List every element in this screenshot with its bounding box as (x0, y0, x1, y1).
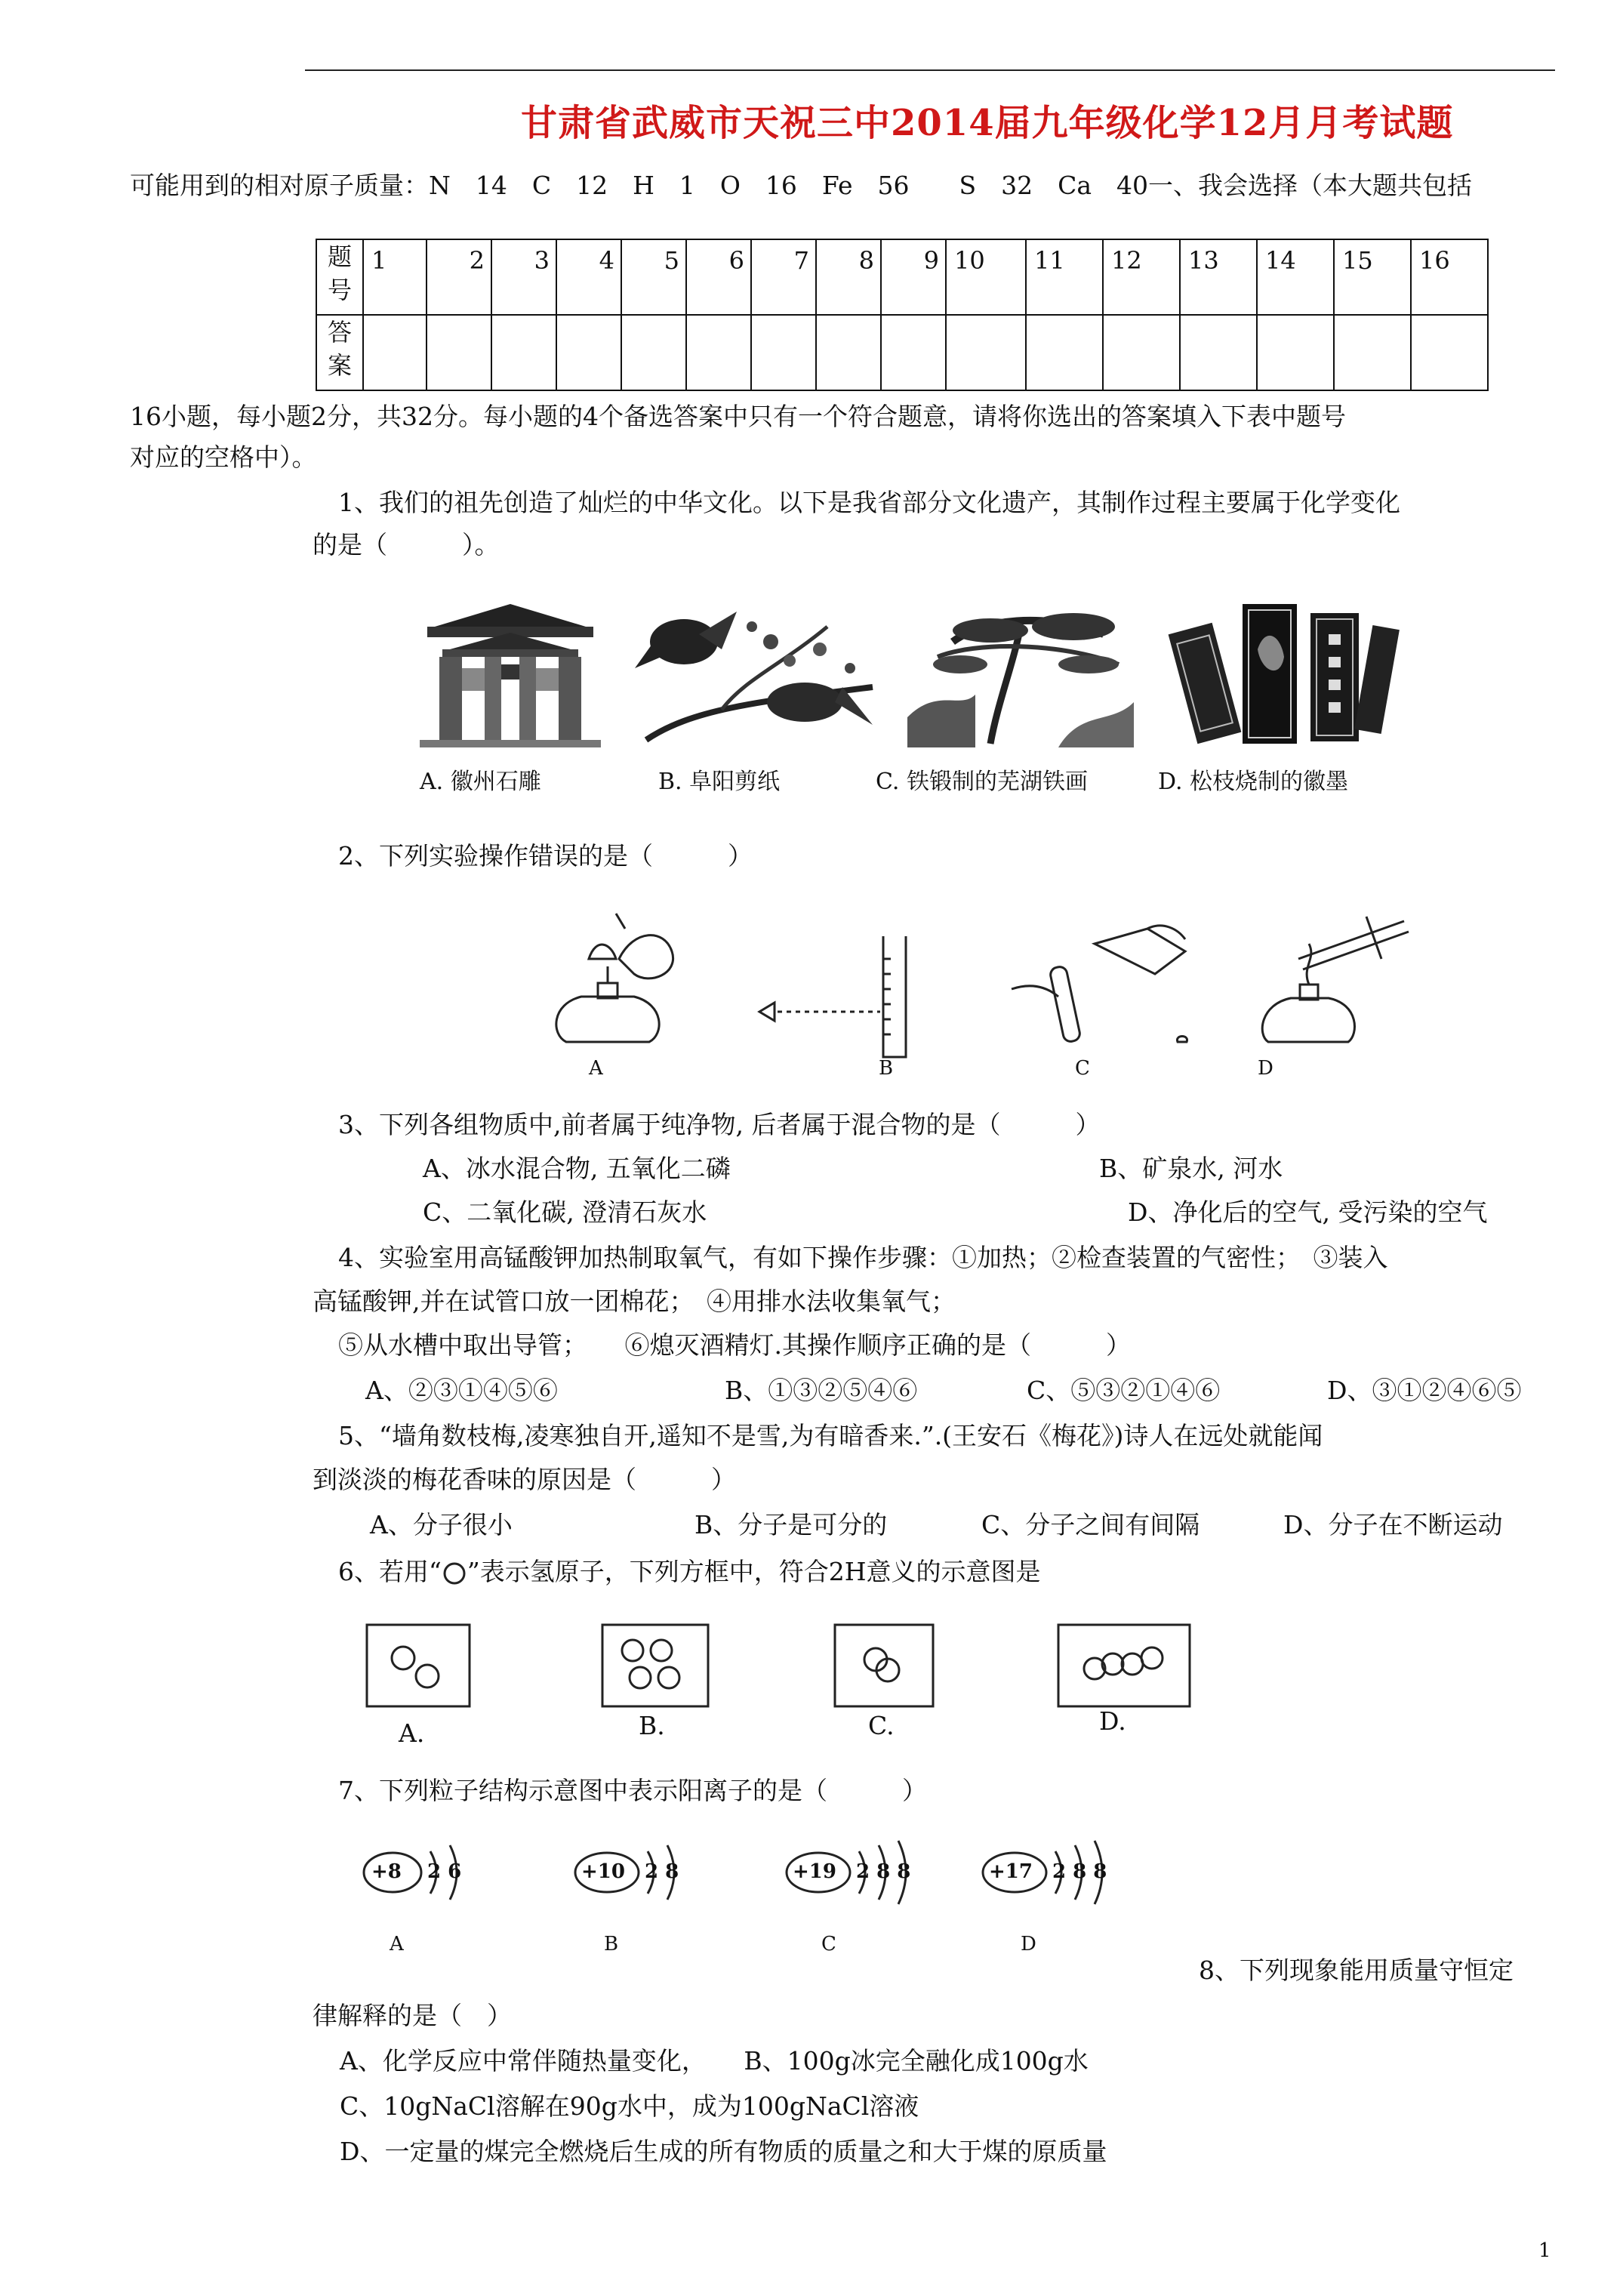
answer-table-answer-row (316, 315, 1488, 390)
q2-stem: 2、下列实验操作错误的是（ ） (338, 841, 753, 871)
q8-options-a-b: A、化学反应中常伴随热量变化， B、100g冰完全融化成100g水 (340, 2046, 1089, 2076)
nucleus-charge: +10 (581, 1860, 625, 1883)
q1-stem-line-1: 1、我们的祖先创造了灿烂的中华文化。以下是我省部分文化遗产，其制作过程主要属于化学变化 (338, 488, 1400, 517)
table-cell (946, 239, 1026, 315)
question-number: 7 (793, 246, 809, 275)
q4-line-1: 4、实验室用高锰酸钾加热制取氧气，有如下操作步骤：①加热；②检查装置的气密性； ③装入 (338, 1243, 1388, 1272)
answer-cell[interactable] (1257, 315, 1334, 390)
nucleus-charge: +19 (793, 1860, 836, 1883)
q4-option-a: A、②③①④⑤⑥ (365, 1376, 558, 1405)
q7-option-d-label: D (1021, 1933, 1036, 1955)
answer-cell[interactable] (1026, 315, 1103, 390)
answer-cell[interactable] (427, 315, 491, 390)
q4-option-c: C、⑤③②①④⑥ (1027, 1376, 1221, 1405)
answer-cell[interactable] (1180, 315, 1257, 390)
answer-cell[interactable] (751, 315, 816, 390)
row-label-char: 题 (327, 242, 352, 271)
q6-option-b-label: B. (639, 1711, 665, 1740)
reading-graduated-cylinder-image (755, 936, 936, 1057)
q3-option-b: B、矿泉水, 河水 (1099, 1154, 1283, 1183)
nucleus-charge: +17 (989, 1860, 1033, 1883)
question-number: 8 (858, 246, 874, 275)
table-cell (1334, 239, 1411, 315)
instructions-line-2: 对应的空格中）。 (130, 442, 317, 472)
page-number: 1 (1538, 2239, 1551, 2262)
table-cell (1180, 239, 1257, 315)
question-number: 16 (1419, 246, 1450, 275)
q7-stem: 7、下列粒子结构示意图中表示阳离子的是（ ） (338, 1776, 927, 1805)
q5-option-b: B、分子是可分的 (694, 1510, 888, 1539)
q6-option-a-label: A. (399, 1718, 425, 1748)
answer-cell[interactable] (1103, 315, 1180, 390)
answer-cell[interactable] (491, 315, 556, 390)
question-number: 10 (954, 246, 985, 275)
q1-option-c-caption: C. 铁锻制的芜湖铁画 (876, 769, 1088, 795)
pouring-liquid-test-tube-image (1012, 921, 1193, 1049)
question-number: 14 (1265, 246, 1296, 275)
q5-option-a: A、分子很小 (370, 1510, 513, 1539)
q7-option-a-label: A (390, 1933, 404, 1955)
table-cell (1103, 239, 1180, 315)
q5-line-2: 到淡淡的梅花香味的原因是（ ） (313, 1465, 736, 1494)
q7-structure-a (358, 1835, 509, 1910)
answer-cell[interactable] (363, 315, 427, 390)
table-cell (686, 239, 751, 315)
q8-option-c: C、10gNaCl溶解在90g水中，成为100gNaCl溶液 (340, 2091, 919, 2121)
q6-stem-start: 6、若用“ (338, 1557, 442, 1586)
ink-sticks-image (1175, 596, 1394, 747)
q1-option-b-caption: B. 阜阳剪纸 (658, 769, 781, 795)
q2-option-a-label: A (589, 1057, 603, 1080)
answer-table (316, 239, 1489, 391)
q3-stem: 3、下列各组物质中,前者属于纯净物, 后者属于混合物的是（ ） (338, 1110, 1101, 1139)
question-number: 2 (469, 246, 485, 275)
q8-option-d: D、一定量的煤完全燃烧后生成的所有物质的质量之和大于煤的原质量 (340, 2137, 1107, 2166)
question-number: 13 (1188, 246, 1219, 275)
iron-painting-pine-image (907, 596, 1134, 747)
row-label-char: 号 (327, 276, 352, 304)
q7-option-c-label: C (821, 1933, 836, 1955)
table-cell (1257, 239, 1334, 315)
table-cell (491, 239, 556, 315)
table-cell (816, 239, 881, 315)
q2-option-b-label: B (879, 1057, 894, 1080)
q6-option-c-label: C. (868, 1711, 895, 1740)
answer-cell[interactable] (946, 315, 1026, 390)
row-label-answer (316, 315, 363, 390)
answer-cell[interactable] (556, 315, 621, 390)
row-label-char: 答 (327, 318, 352, 347)
nucleus-charge: +8 (371, 1860, 402, 1883)
electron-shells: 2 8 8 (1052, 1860, 1107, 1883)
answer-cell[interactable] (1411, 315, 1488, 390)
q7-structure-b (569, 1835, 720, 1910)
q4-option-b: B、①③②⑤④⑥ (725, 1376, 918, 1405)
electron-shells: 2 8 (645, 1860, 679, 1883)
question-number: 11 (1034, 246, 1065, 275)
q1-option-a-caption: A. 徽州石雕 (420, 769, 541, 795)
electron-shells: 2 6 (427, 1860, 462, 1883)
table-cell (556, 239, 621, 315)
top-rule (305, 69, 1555, 71)
q6-option-d-label: D. (1099, 1706, 1126, 1736)
atomic-masses-line: 可能用到的相对原子质量：N 14 C 12 H 1 O 16 Fe 56 S 32 Ca 40一、我会选择（本大题共包括 (130, 171, 1473, 200)
question-number: 3 (534, 246, 550, 275)
paper-cutting-birds-image (631, 596, 880, 747)
table-cell (427, 239, 491, 315)
q4-line-3: ⑤从水槽中取出导管； ⑥熄灭酒精灯.其操作顺序正确的是（ ） (338, 1330, 1131, 1360)
answer-cell[interactable] (881, 315, 946, 390)
answer-cell[interactable] (816, 315, 881, 390)
q2-option-c-label: C (1075, 1057, 1090, 1080)
answer-table-number-row (316, 239, 1488, 315)
q6-box-b (601, 1623, 710, 1708)
page-title: 甘肃省武威市天祝三中2014届九年级化学12月月考试题 (521, 102, 1454, 144)
q8-line-1: 8、下列现象能用质量守恒定 (1199, 1955, 1514, 1985)
q7-structure-d (977, 1835, 1150, 1910)
instructions-line-1: 16小题，每小题2分，共32分。每小题的4个备选答案中只有一个符合题意，请将你选出的答案填入下表中题号 (130, 402, 1346, 431)
q6-box-c (833, 1623, 935, 1708)
electron-shells: 2 8 8 (856, 1860, 911, 1883)
q6-stem-end: ”表示氢原子，下列方框中，符合2H意义的示意图是 (467, 1557, 1041, 1586)
row-label-char: 案 (327, 351, 352, 380)
table-cell (881, 239, 946, 315)
hydrogen-atom-icon (442, 1561, 467, 1586)
q7-structure-c (781, 1835, 954, 1910)
table-cell (621, 239, 686, 315)
q3-option-c: C、二氧化碳, 澄清石灰水 (423, 1197, 707, 1227)
table-cell (1026, 239, 1103, 315)
q7-option-b-label: B (604, 1933, 619, 1955)
q1-stem-line-2: 的是（ ）。 (313, 530, 500, 559)
stone-carving-archway-image (420, 596, 601, 747)
question-number: 1 (371, 246, 387, 275)
q8-line-2: 律解释的是（ ） (313, 2001, 512, 2030)
question-number: 9 (923, 246, 939, 275)
q3-option-a: A、冰水混合物, 五氧化二磷 (423, 1154, 731, 1183)
q4-option-d: D、③①②④⑥⑤ (1327, 1376, 1522, 1405)
q5-line-1: 5、“墙角数枝梅,凌寒独自开,遥知不是雪,为有暗香来.”.(王安石《梅花》)诗人在远处就能闻 (338, 1421, 1323, 1450)
q6-box-a (365, 1623, 471, 1708)
row-label-question-number (316, 239, 363, 315)
q6-box-d (1057, 1623, 1191, 1708)
q5-option-d: D、分子在不断运动 (1283, 1510, 1503, 1539)
table-cell (751, 239, 816, 315)
q4-line-2: 高锰酸钾,并在试管口放一团棉花； ④用排水法收集氧气； (313, 1287, 956, 1316)
question-number: 5 (664, 246, 679, 275)
q2-option-d-label: D (1258, 1057, 1273, 1080)
heating-test-tube-image (1253, 914, 1412, 1049)
answer-cell[interactable] (686, 315, 751, 390)
lighting-alcohol-lamp-image (544, 914, 687, 1049)
q3-option-d: D、净化后的空气, 受污染的空气 (1128, 1197, 1488, 1227)
q1-option-d-caption: D. 松枝烧制的徽墨 (1158, 769, 1349, 795)
answer-cell[interactable] (621, 315, 686, 390)
q6-stem (338, 1557, 1041, 1587)
table-cell (1411, 239, 1488, 315)
question-number: 6 (728, 246, 744, 275)
question-number: 12 (1111, 246, 1142, 275)
question-number: 4 (599, 246, 614, 275)
q5-option-c: C、分子之间有间隔 (981, 1510, 1200, 1539)
answer-cell[interactable] (1334, 315, 1411, 390)
question-number: 15 (1342, 246, 1373, 275)
table-cell (363, 239, 427, 315)
